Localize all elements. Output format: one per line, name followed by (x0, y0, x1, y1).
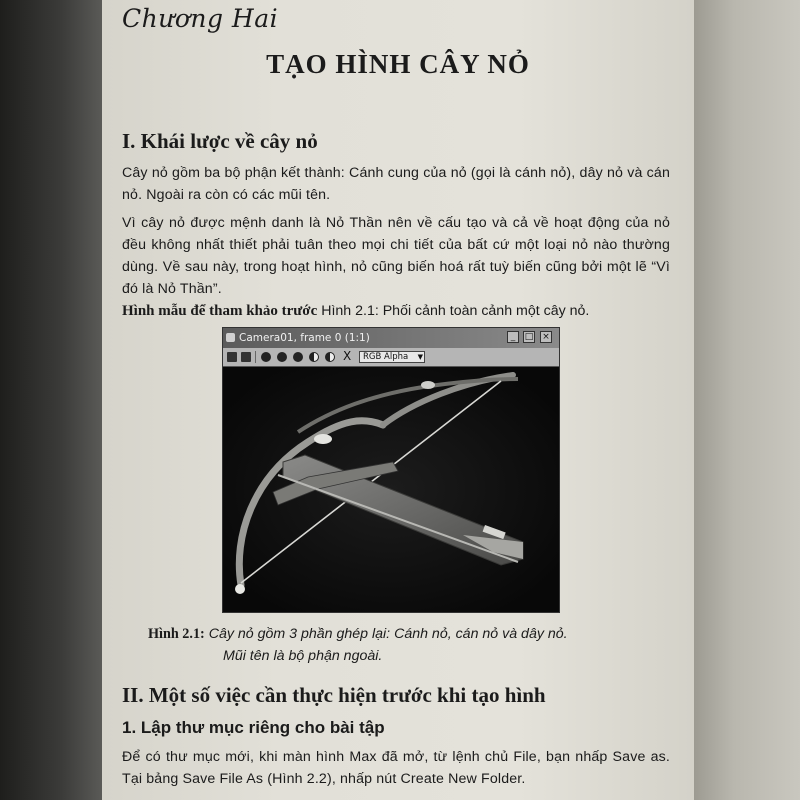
blue-channel-icon[interactable] (293, 352, 303, 362)
chevron-down-icon: ▼ (417, 353, 423, 361)
toolbar-separator (255, 351, 256, 363)
render-window-figure (222, 327, 560, 613)
camera-icon (226, 333, 235, 342)
chapter-title: TẠO HÌNH CÂY NỎ (266, 49, 530, 79)
section-2-heading: II. Một số việc cần thực hiện trước khi tạo hình (122, 683, 546, 707)
bow-tip (421, 381, 435, 389)
book-spine-shadow (0, 0, 102, 800)
rendered-crossbow-image (223, 367, 559, 612)
red-channel-icon[interactable] (261, 352, 271, 362)
channel-select[interactable] (359, 351, 425, 363)
channel-select-value: RGB Alpha (363, 352, 409, 362)
copy-icon[interactable] (241, 352, 251, 362)
alpha-channel-icon[interactable] (309, 352, 319, 362)
figure-caption-line-1 (148, 626, 568, 643)
green-channel-icon[interactable] (277, 352, 287, 362)
figure-caption-label: Hình 2.1: (148, 626, 205, 642)
bow-end-cap (235, 584, 245, 594)
figure-caption-text-1: Cây nỏ gồm 3 phần ghép lại: Cánh nỏ, cán nỏ và dây nỏ. (208, 626, 568, 642)
minimize-button[interactable]: _ (507, 331, 519, 343)
reference-label: Hình mẫu để tham khảo trước (122, 303, 318, 319)
window-close-button[interactable]: × (540, 331, 552, 343)
render-toolbar (223, 348, 559, 367)
clear-button[interactable]: X (343, 349, 352, 363)
chapter-label: Chương Hai (122, 4, 279, 33)
monochrome-icon[interactable] (325, 352, 335, 362)
figure-caption-text-2: Mũi tên là bộ phận ngoài. (223, 648, 383, 664)
section-1-paragraph-2: Vì cây nỏ được mệnh danh là Nỏ Thần nên về cấu tạo và cả về hoạt động của nỏ đều không nhất thiết phải tuân theo mọi chi tiết của bất cứ một loại nỏ nào thường dùng. Về sau này, trong hoạt hình, nỏ cũng biến hoá rất tuỳ biến cũng bởi một lẽ “Vì đó là Nỏ Thần”. (122, 215, 670, 297)
section-2-paragraph: Để có thư mục mới, khi màn hình Max đã mở, từ lệnh chủ File, bạn nhấp Save as. Tại bảng Save File As (Hình 2.2), nhấp nút Create New Folder. (122, 749, 670, 787)
reference-line (122, 303, 589, 320)
reference-text: Hình 2.1: Phối cảnh toàn cảnh một cây nỏ. (321, 303, 590, 319)
book-page (102, 0, 694, 800)
save-icon[interactable] (227, 352, 237, 362)
arrow-fletching (314, 434, 332, 444)
maximize-button[interactable]: □ (524, 332, 534, 342)
render-window-title: Camera01, frame 0 (1:1) (239, 332, 370, 344)
render-window-titlebar (223, 328, 559, 348)
crossbow-illustration (223, 367, 559, 612)
section-1-paragraph-1: Cây nỏ gồm ba bộ phận kết thành: Cánh cung của nỏ (gọi là cánh nỏ), dây nỏ và cán nỏ. Ngoài ra còn có các mũi tên. (122, 165, 670, 203)
section-1-heading: I. Khái lược về cây nỏ (122, 129, 318, 153)
facing-page-edge (690, 0, 800, 800)
figure-caption-line-2 (223, 648, 382, 664)
section-2-subheading: 1. Lập thư mục riêng cho bài tập (122, 718, 385, 737)
